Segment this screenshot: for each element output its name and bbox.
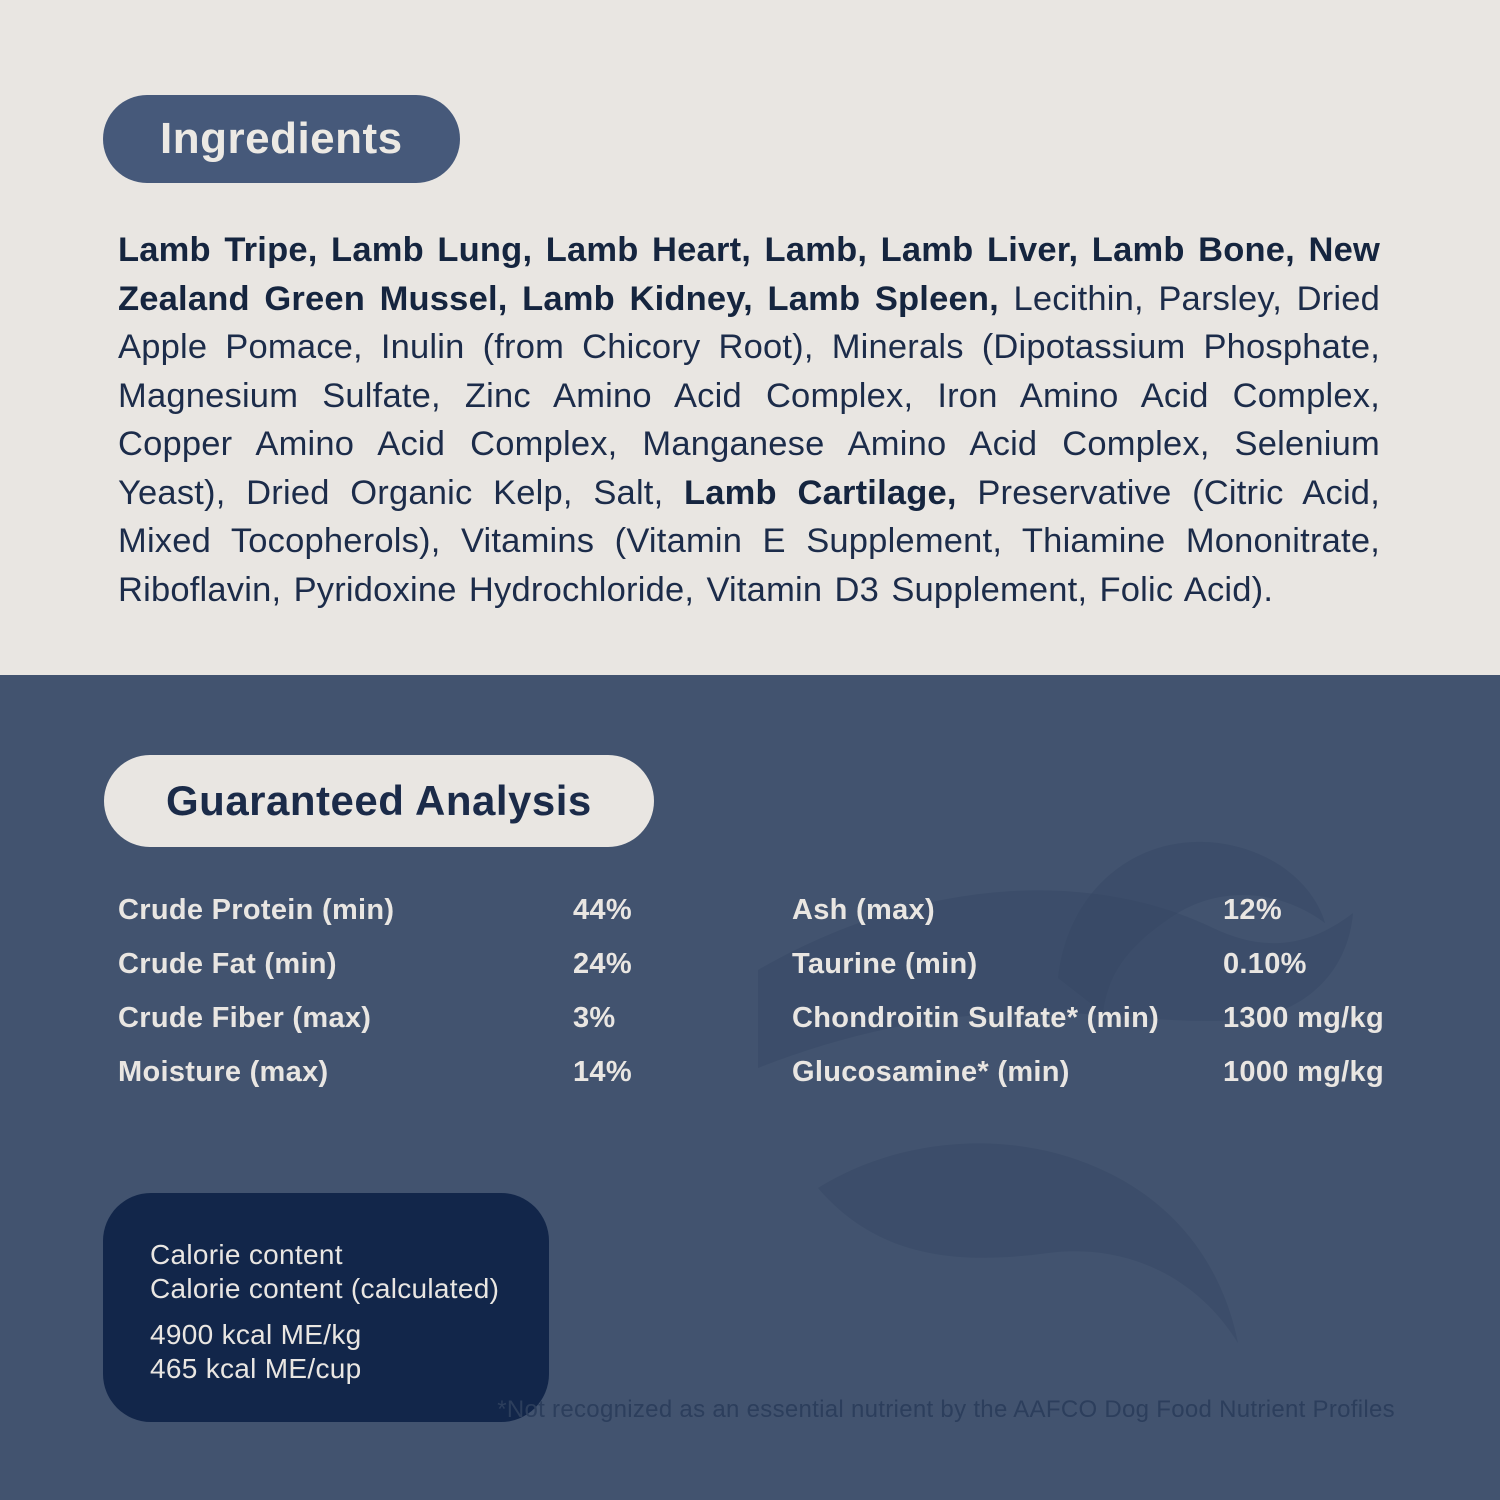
- ingredients-heading-pill: [103, 95, 460, 183]
- analysis-value: 14%: [573, 1056, 632, 1088]
- calorie-value-line2: 465 kcal ME/cup: [150, 1352, 362, 1384]
- analysis-label: Crude Fiber (max): [118, 1002, 372, 1034]
- guaranteed-analysis-section: [0, 675, 1500, 1500]
- analysis-label: Taurine (min): [792, 948, 978, 980]
- ingredients-text: [118, 226, 1380, 614]
- ingredients-regular-mid: Lecithin, Parsley, Dried Apple Pomace, Inulin (from Chicory Root), Minerals (Dipotassium Phosphate, Magnesium Sulfate, Zinc Amino Acid Complex, Iron Amino Acid Complex, Copper Amino Acid Complex, Manganese Amino Acid Complex, Selenium Yeast), Dried Organic Kelp, Salt,: [118, 279, 1381, 512]
- guaranteed-analysis-heading-pill: [104, 755, 654, 847]
- analysis-value: 24%: [573, 948, 632, 980]
- ingredients-heading: Ingredients: [160, 114, 403, 163]
- calorie-title-line2: Calorie content (calculated): [150, 1272, 500, 1304]
- analysis-label: Crude Fat (min): [118, 948, 337, 980]
- ingredients-bold-cartilage: Lamb Cartilage,: [684, 473, 957, 512]
- analysis-value: 1300 mg/kg: [1223, 1002, 1384, 1034]
- ingredients-bold-lead: Lamb Tripe, Lamb Lung, Lamb Heart, Lamb, Lamb Liver, Lamb Bone, New Zealand Green Mussel, Lamb Kidney, Lamb Spleen,: [118, 231, 1380, 318]
- analysis-value: 0.10%: [1223, 948, 1307, 980]
- analysis-value: 44%: [573, 894, 632, 926]
- analysis-label: Ash (max): [792, 894, 935, 926]
- guaranteed-analysis-table: [118, 893, 1400, 1109]
- analysis-value: 3%: [573, 1002, 616, 1034]
- analysis-label: Chondroitin Sulfate* (min): [792, 1002, 1160, 1034]
- calorie-content-card: [103, 1193, 549, 1422]
- aafco-footnote: *Not recognized as an essential nutrient by the AAFCO Dog Food Nutrient Profiles: [497, 1396, 1395, 1423]
- analysis-value: 1000 mg/kg: [1223, 1056, 1384, 1088]
- analysis-label: Glucosamine* (min): [792, 1056, 1070, 1088]
- guaranteed-analysis-heading: Guaranteed Analysis: [166, 777, 592, 824]
- calorie-titles: [150, 1238, 499, 1305]
- calorie-value-line1: 4900 kcal ME/kg: [150, 1319, 362, 1350]
- analysis-value: 12%: [1223, 894, 1282, 926]
- ingredients-regular-tail: Preservative (Citric Acid, Mixed Tocopherols), Vitamins (Vitamin E Supplement, Thiamine Mononitrate, Riboflavin, Pyridoxine Hydrochloride, Vitamin D3 Supplement, Folic Acid).: [118, 473, 1380, 609]
- analysis-label: Moisture (max): [118, 1056, 329, 1088]
- analysis-label: Crude Protein (min): [118, 894, 395, 926]
- calorie-title-line1: Calorie content: [150, 1239, 343, 1270]
- calorie-content-text: [150, 1238, 499, 1385]
- calorie-values: [150, 1318, 499, 1385]
